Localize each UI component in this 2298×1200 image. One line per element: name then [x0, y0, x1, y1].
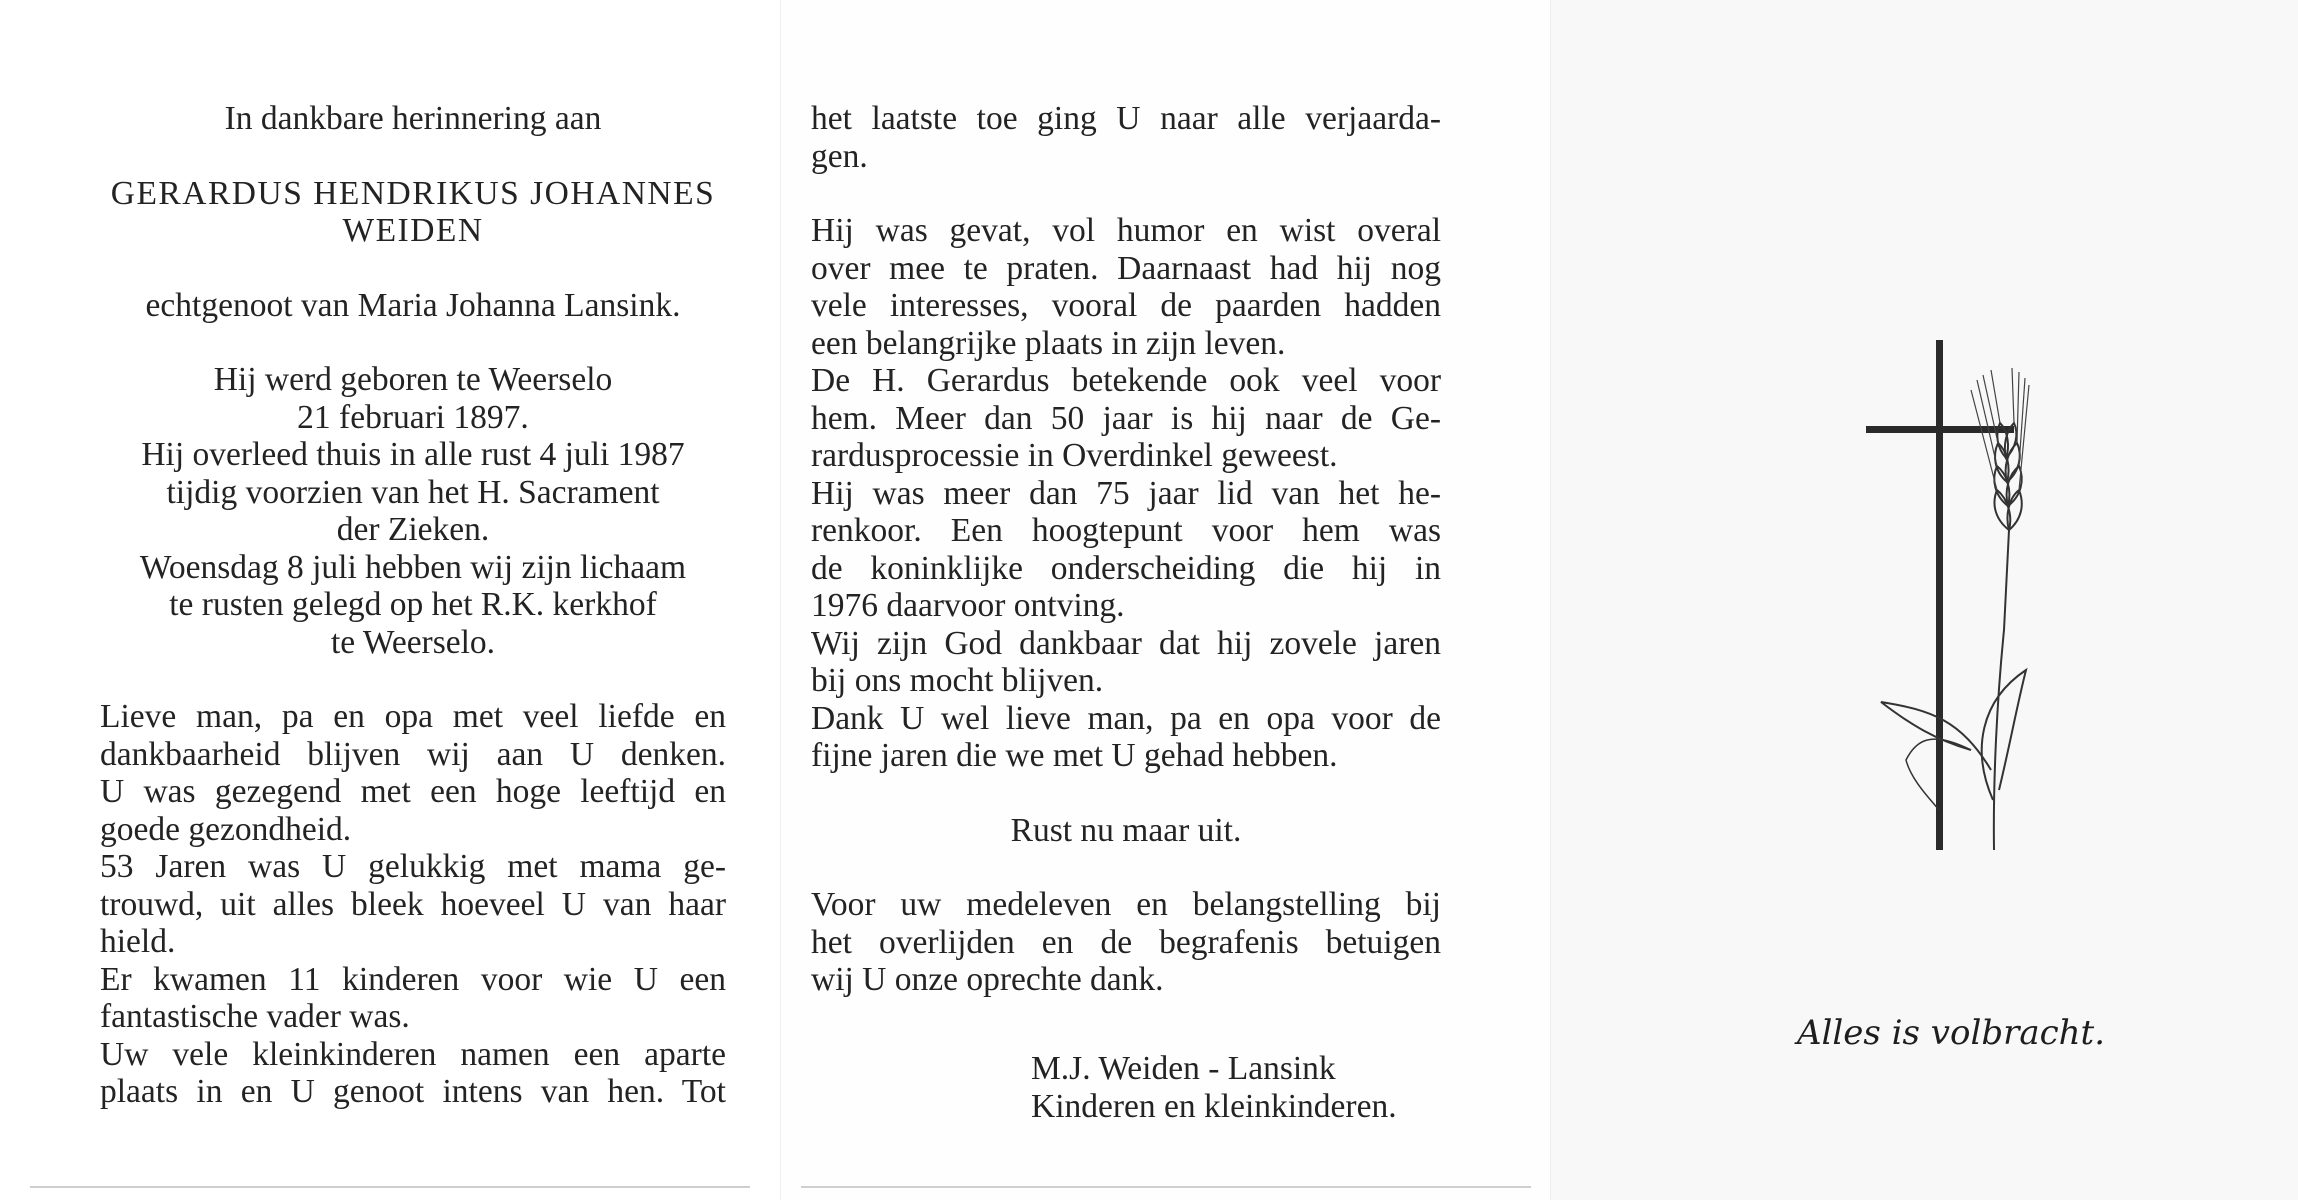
life-line: Wij zijn God dankbaar dat hij zovele jaren — [811, 624, 1441, 662]
tribute-line: dankbaarheid blijven wij aan U denken. — [100, 735, 726, 773]
signature-family: Kinderen en kleinkinderen. — [1031, 1087, 1397, 1125]
rest-line: Rust nu maar uit. — [1010, 811, 1242, 849]
continuation-line: gen. — [811, 137, 868, 175]
card-middle-panel — [780, 0, 1551, 1200]
signature-name: M.J. Weiden - Lansink — [1031, 1050, 1336, 1087]
fact-line: Woensdag 8 juli hebben wij zijn lichaam — [139, 548, 687, 586]
signature-block — [1031, 1050, 1397, 1125]
tribute-line: goede gezondheid. — [100, 810, 352, 848]
thanks-line: wij U onze oprechte dank. — [811, 961, 1164, 998]
bottom-edge-line — [30, 1186, 750, 1188]
card-right-panel — [1550, 0, 2298, 1200]
tribute-line: Er kwamen 11 kinderen voor wie U een — [100, 960, 726, 998]
fact-line: 21 februari 1897. — [297, 398, 529, 436]
cross-upright — [1936, 340, 1943, 850]
life-line: vele interesses, vooral de paarden hadden — [811, 287, 1441, 324]
thanks-line: Voor uw medeleven en belangstelling bij — [811, 886, 1441, 923]
thanks-line: het overlijden en de begrafenis betuigen — [811, 923, 1441, 961]
tribute-paragraph — [100, 698, 726, 1111]
life-line: renkoor. Een hoogtepunt voor hem was — [811, 512, 1441, 549]
tribute-line: Lieve man, pa en opa met veel liefde en — [100, 698, 726, 735]
tribute-line: fantastische vader was. — [100, 998, 410, 1035]
tribute-line: U was gezegend met een hoge leeftijd en — [100, 773, 726, 810]
motto-text: Alles is volbracht. — [1796, 1013, 2106, 1053]
thanks-paragraph — [811, 886, 1441, 999]
life-line: rardusprocessie in Overdinkel geweest. — [811, 437, 1338, 474]
cross-with-wheat-icon — [1821, 330, 2101, 860]
life-line: Hij was meer dan 75 jaar lid van het he- — [811, 474, 1441, 512]
fact-line: Hij werd geboren te Weerselo — [213, 361, 613, 398]
tribute-line: plaats in en U genoot intens van hen. Tot — [100, 1073, 726, 1110]
card-left-panel — [0, 0, 780, 1200]
middle-text-column — [811, 100, 1441, 999]
tribute-line: trouwd, uit alles bleek hoeveel U van haar — [100, 885, 726, 923]
tribute-line: hield. — [100, 923, 176, 960]
tribute-line: 53 Jaren was U gelukkig met mama ge- — [100, 848, 726, 885]
continuation-line: het laatste toe ging U naar alle verjaarda- — [811, 100, 1441, 137]
life-line: de koninklijke onderscheiding die hij in — [811, 549, 1441, 587]
life-line: bij ons mocht blijven. — [811, 662, 1104, 699]
life-line: 1976 daarvoor ontving. — [811, 587, 1125, 624]
fact-line: te Weerselo. — [330, 623, 496, 661]
fact-line: tijdig voorzien van het H. Sacrament — [166, 473, 660, 511]
fact-line: der Zieken. — [336, 511, 490, 548]
life-line: Dank U wel lieve man, pa en opa voor de — [811, 699, 1441, 737]
intro-line: In dankbare herinnering aan — [224, 100, 602, 137]
wheat-leaf-right — [1982, 670, 2026, 800]
tribute-line: Uw vele kleinkinderen namen een aparte — [100, 1035, 726, 1073]
life-line: Hij was gevat, vol humor en wist overal — [811, 212, 1441, 249]
life-paragraph — [811, 212, 1441, 775]
deceased-name-line1: GERARDUS HENDRIKUS JOHANNES — [110, 174, 716, 212]
life-line: hem. Meer dan 50 jaar is hij naar de Ge- — [811, 399, 1441, 437]
life-line: over mee te praten. Daarnaast had hij nog — [811, 249, 1441, 287]
fact-line: te rusten gelegd op het R.K. kerkhof — [169, 586, 657, 623]
fact-line: Hij overleed thuis in alle rust 4 juli 1987 — [141, 436, 685, 473]
deceased-name-line2: WEIDEN — [342, 212, 484, 249]
life-line: De H. Gerardus betekende ook veel voor — [811, 362, 1441, 399]
cross-beam — [1866, 426, 2014, 433]
life-line: een belangrijke plaats in zijn leven. — [811, 324, 1286, 362]
left-text-column — [100, 100, 726, 1111]
bottom-edge-line — [801, 1186, 1531, 1188]
spouse-line: echtgenoot van Maria Johanna Lansink. — [145, 286, 681, 324]
life-line: fijne jaren die we met U gehad hebben. — [811, 737, 1338, 774]
continuation-paragraph — [811, 100, 1441, 175]
wheat-stalk — [1994, 530, 2009, 850]
life-facts-block — [100, 361, 726, 661]
